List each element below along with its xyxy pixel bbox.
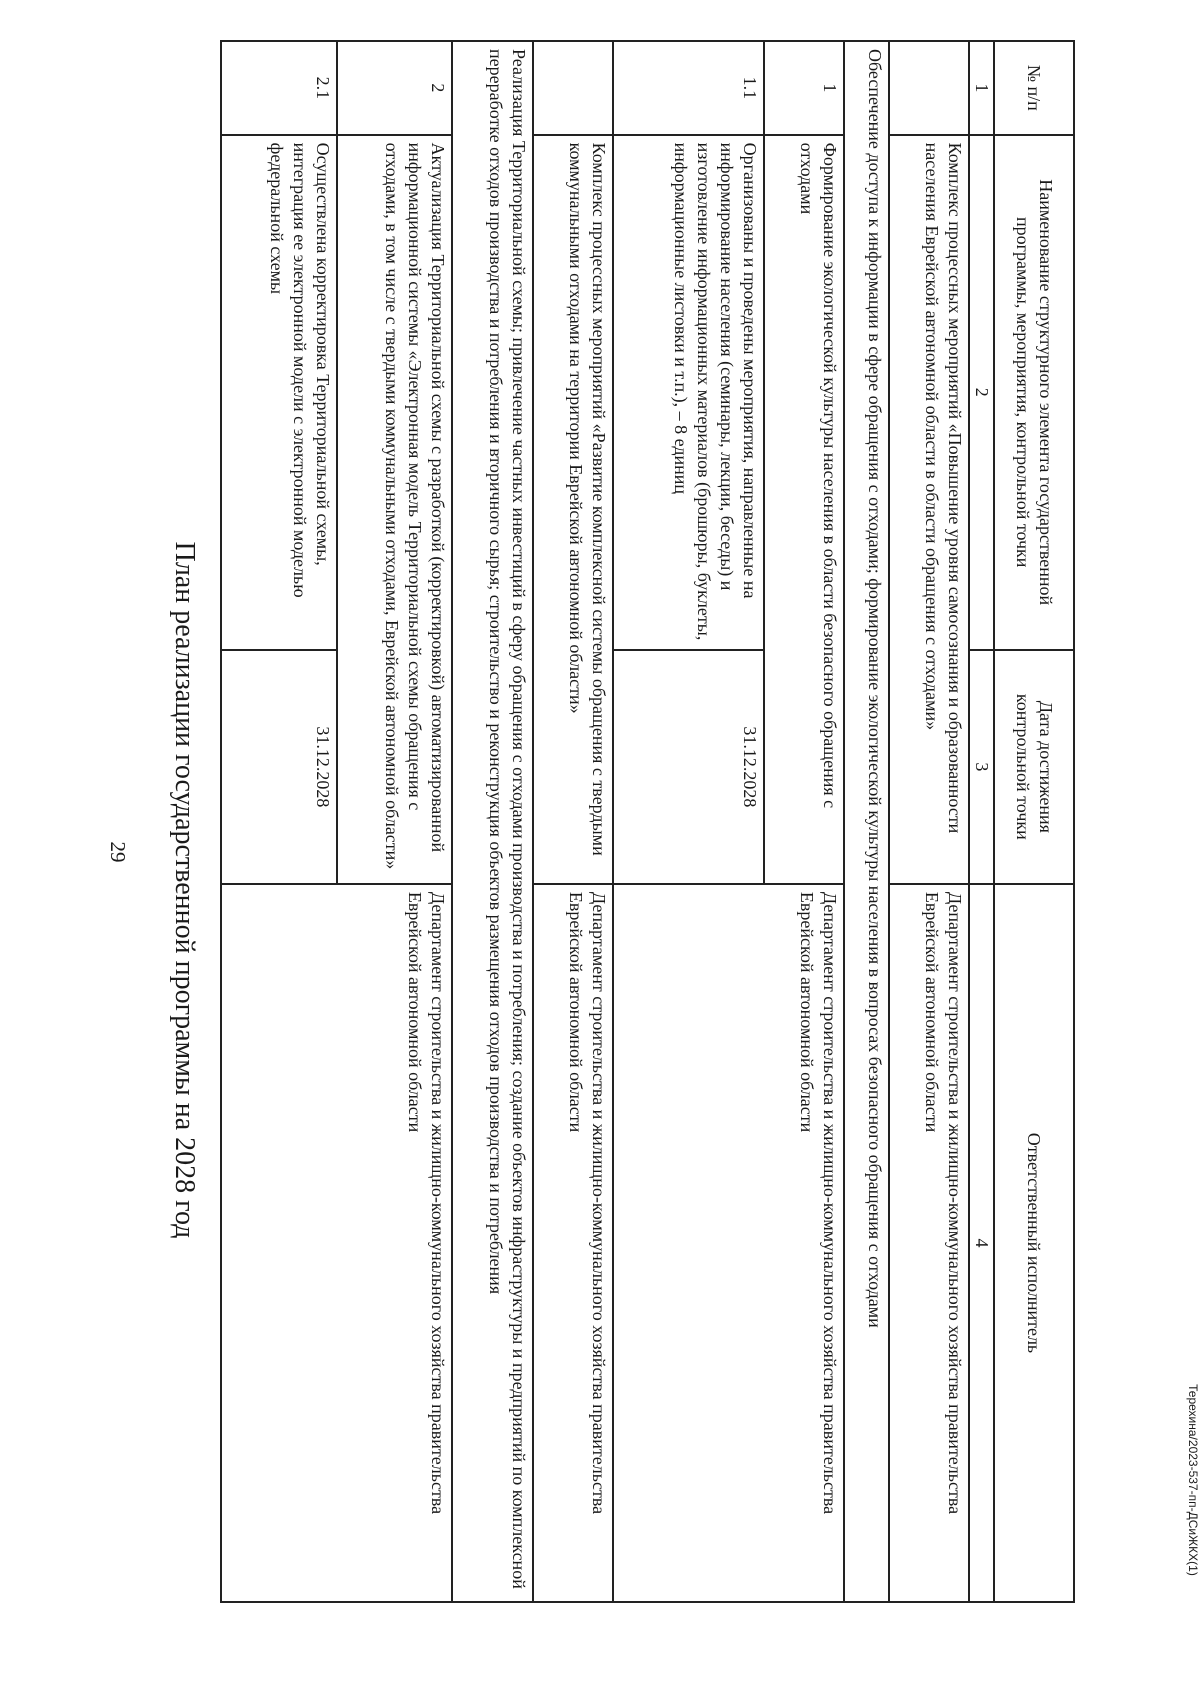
row-date: 31.12.2028 [221, 650, 337, 884]
row-num: 1.1 [613, 41, 764, 135]
column-number: 4 [969, 884, 994, 1602]
header-date: Дата достижения контрольной точки [994, 650, 1074, 884]
table-row [844, 41, 889, 1602]
header-name: Наименование структурного элемента государственной программы, мероприятия, контрольной точки [994, 135, 1074, 650]
row-name: Комплекс процессных мероприятий «Повышение уровня самосознания и образованности населения Еврейской автономной области в области обращения с отходами» [889, 135, 969, 884]
header-executor: Ответственный исполнитель [994, 884, 1074, 1602]
page-title: План реализации государственной программы на 2028 год [169, 541, 200, 1239]
row-num: 2.1 [221, 41, 337, 135]
header-num: № п/п [994, 41, 1074, 135]
task-text: Обеспечение доступа к информации в сфере обращения с отходами; формирование экологической культуры населения в вопросах безопасного обращения с отходами [844, 41, 889, 1602]
table-row [889, 41, 969, 1602]
table-row [452, 41, 532, 1602]
task-text: Реализация Территориальной схемы; привлечение частных инвестиций в сферу обращения с отходами производства и потребления; создание объектов инфраструктуры и предприятий по комплексной переработке отходов производства и потребления и вторичного сырья; строительство и реконструкция объектов размещения отходов производства и потребления [452, 41, 532, 1602]
row-executor: Департамент строительства и жилищно-коммунального хозяйства правительства Еврейской автономной области [613, 884, 844, 1602]
table-row [337, 41, 453, 1602]
row-executor: Департамент строительства и жилищно-коммунального хозяйства правительства Еврейской автономной области [889, 884, 969, 1602]
row-date: 31.12.2028 [613, 650, 764, 884]
row-name: Актуализация Территориальной схемы с разработкой (корректировкой) автоматизированной информационной системы «Электронная модель Территориальной схемы обращения с отходами, в том числе с твердыми коммунальными отходами, Еврейской автономной области» [337, 135, 453, 884]
column-number: 3 [969, 650, 994, 884]
row-num: 1 [764, 41, 844, 135]
row-name: Организованы и проведены мероприятия, направленные на информирование населения (семинары, лекции, беседы) и изготовление информационных материалов (брошюры, буклеты, информационные листовки и т.п.), – 8 единиц [613, 135, 764, 650]
row-num: 2 [337, 41, 453, 135]
table-header-row [994, 41, 1074, 1602]
plan-table [220, 40, 1075, 1603]
document-code: Терехина/2023-537-пп-ДСиЖКХ(1) [1186, 1384, 1200, 1576]
row-name: Осуществлена корректировка Территориальной схемы, интеграция ее электронной модели с электронной моделью федеральной схемы [221, 135, 337, 650]
row-name: Комплекс процессных мероприятий «Развитие комплексной системы обращения с твердыми коммунальными отходами на территории Еврейской автономной области» [533, 135, 613, 884]
row-num [533, 41, 613, 135]
table-row [533, 41, 613, 1602]
table-row [764, 41, 844, 1602]
page-number: 29 [106, 841, 130, 863]
row-name: Формирование экологической культуры населения в области безопасного обращения с отходами [764, 135, 844, 884]
row-executor: Департамент строительства и жилищно-коммунального хозяйства правительства Еврейской автономной области [221, 884, 452, 1602]
column-number-row [969, 41, 994, 1602]
row-num [889, 41, 969, 135]
row-executor: Департамент строительства и жилищно-коммунального хозяйства правительства Еврейской автономной области [533, 884, 613, 1602]
column-number: 1 [969, 41, 994, 135]
column-number: 2 [969, 135, 994, 650]
